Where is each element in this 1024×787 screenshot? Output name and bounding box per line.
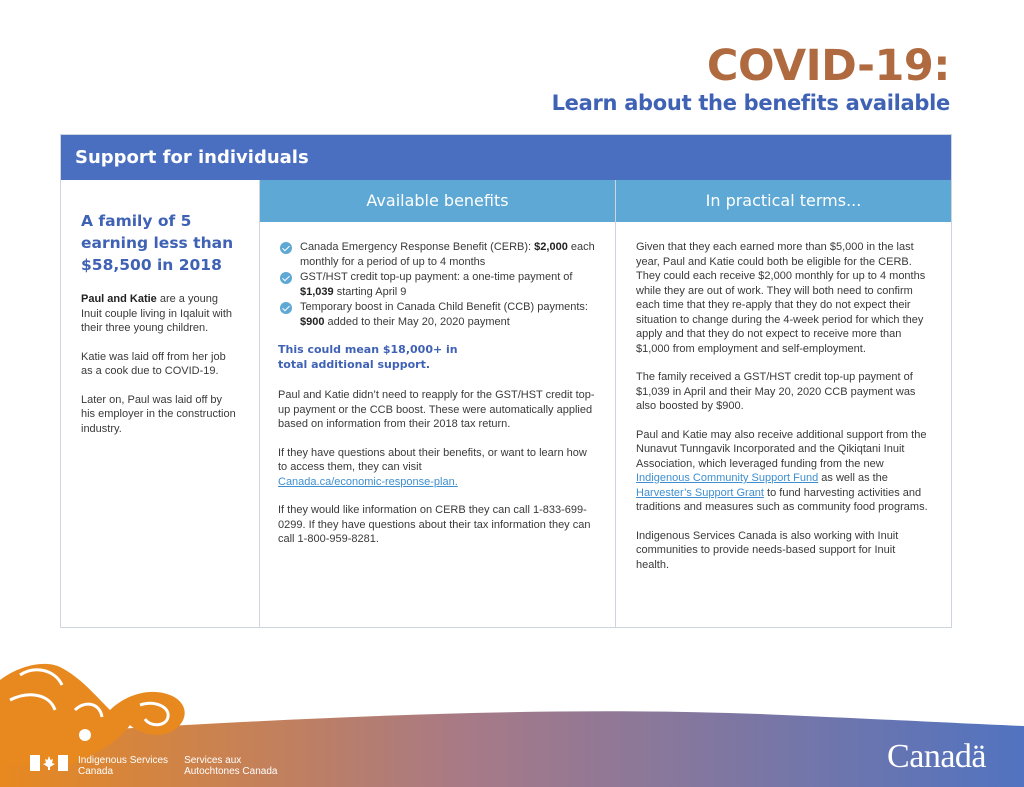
benefits-column	[259, 180, 615, 627]
benefit-item	[278, 270, 595, 299]
benefit-text: each monthly for a period of up to 4 months	[300, 241, 595, 268]
dept-en-line: Canada	[78, 766, 114, 777]
gst-ccb-paragraph: The family received a GST/HST credit top-up payment of $1,039 in April and their May 20, 2020 CCB payment was also boosted by $900.	[636, 371, 916, 412]
benefit-text: GST/HST credit top-up payment: a one-time payment of	[300, 271, 573, 283]
benefit-item	[278, 240, 595, 269]
page-header	[552, 42, 950, 116]
benefit-amount: $2,000	[534, 241, 568, 253]
checkmark-icon	[280, 302, 292, 314]
support-panel	[60, 134, 952, 628]
department-name-fr	[184, 755, 277, 777]
family-names: Paul and Katie	[81, 293, 157, 305]
practical-column	[615, 180, 951, 627]
practical-heading: In practical terms...	[616, 180, 951, 222]
checkmark-icon	[280, 242, 292, 254]
benefit-amount: $900	[300, 315, 325, 328]
support-text: as well as the	[818, 472, 888, 484]
benefit-text: added to their May 20, 2020 payment	[324, 315, 510, 328]
benefit-amount: $1,039	[300, 285, 334, 298]
department-name-en	[78, 755, 168, 777]
dept-en-line: Indigenous Services	[78, 755, 169, 766]
canada-wordmark: Canadä	[887, 738, 986, 775]
benefit-text: starting April 9	[333, 285, 407, 298]
katie-situation: Katie was laid off from her job as a cook due to COVID-19.	[81, 350, 226, 377]
support-text: Paul and Katie may also receive additional support from the Nunavut Tunngavik Incorporated and the Qikiqtani Inuit Association, which leveraged funding from the new	[636, 428, 927, 470]
contact-paragraph: If they would like information on CERB they can call 1-833-699-0299. If they have questions about their tax information they can call 1-800-959-8281.	[278, 504, 591, 545]
benefit-item	[278, 300, 595, 329]
family-description	[81, 292, 239, 336]
family-title: A family of 5 earning less than $58,500 in 2018	[81, 212, 234, 274]
benefits-heading: Available benefits	[260, 180, 615, 222]
panel-title: Support for individuals	[61, 135, 951, 180]
additional-support-paragraph	[636, 428, 931, 515]
support-text: to fund harvesting activities and traditions and measures such as community food programs.	[636, 486, 928, 513]
bird-art-icon	[0, 655, 200, 765]
cerb-eligibility-paragraph: Given that they each earned more than $5,000 in the last year, Paul and Katie could both be eligible for the CERB. They could each receive $2,000 monthly for up to 4 months while they are out of work. They will both need to confirm each time that they re-apply that they do not expect their situation to change during the 4-week period for which they apply and that they do not expect to receive more than $1,000 from employment and self-employment.	[636, 241, 926, 355]
questions-paragraph	[278, 446, 595, 490]
questions-text: If they have questions about their benefits, or want to learn how to access them, they can visit	[278, 446, 587, 473]
family-description-text: are a young Inuit couple living in Iqaluit with their three young children.	[81, 293, 233, 334]
checkmark-icon	[280, 272, 292, 284]
economic-response-plan-link[interactable]: Canada.ca/economic-response-plan.	[278, 475, 458, 488]
reapply-paragraph: Paul and Katie didn’t need to reapply for the GST/HST credit top-up payment or the CCB boost. These were automatically applied based on information from their 2018 tax return.	[278, 389, 595, 430]
paul-situation: Later on, Paul was laid off by his employer in the construction industry.	[81, 393, 236, 435]
dept-fr-line: Services aux	[184, 755, 242, 766]
benefits-list	[278, 240, 595, 329]
government-signature	[30, 755, 293, 777]
canada-flag-icon	[30, 755, 68, 771]
page-subtitle: Learn about the benefits available	[551, 91, 950, 115]
benefit-text: Temporary boost in Canada Child Benefit (CCB) payments:	[300, 301, 588, 313]
page-title: COVID-19:	[706, 41, 950, 91]
community-support-fund-link[interactable]: Indigenous Community Support Fund	[636, 472, 819, 484]
total-support-highlight: This could mean $18,000+ in total additional support.	[278, 343, 458, 371]
benefit-text: Canada Emergency Response Benefit (CERB):	[300, 241, 535, 253]
isc-health-paragraph: Indigenous Services Canada is also working with Inuit communities to provide needs-based support for Inuit health.	[636, 529, 899, 571]
family-column	[61, 180, 259, 627]
dept-fr-line: Autochtones Canada	[184, 766, 278, 777]
harvesters-support-grant-link[interactable]: Harvester’s Support Grant	[636, 486, 764, 499]
